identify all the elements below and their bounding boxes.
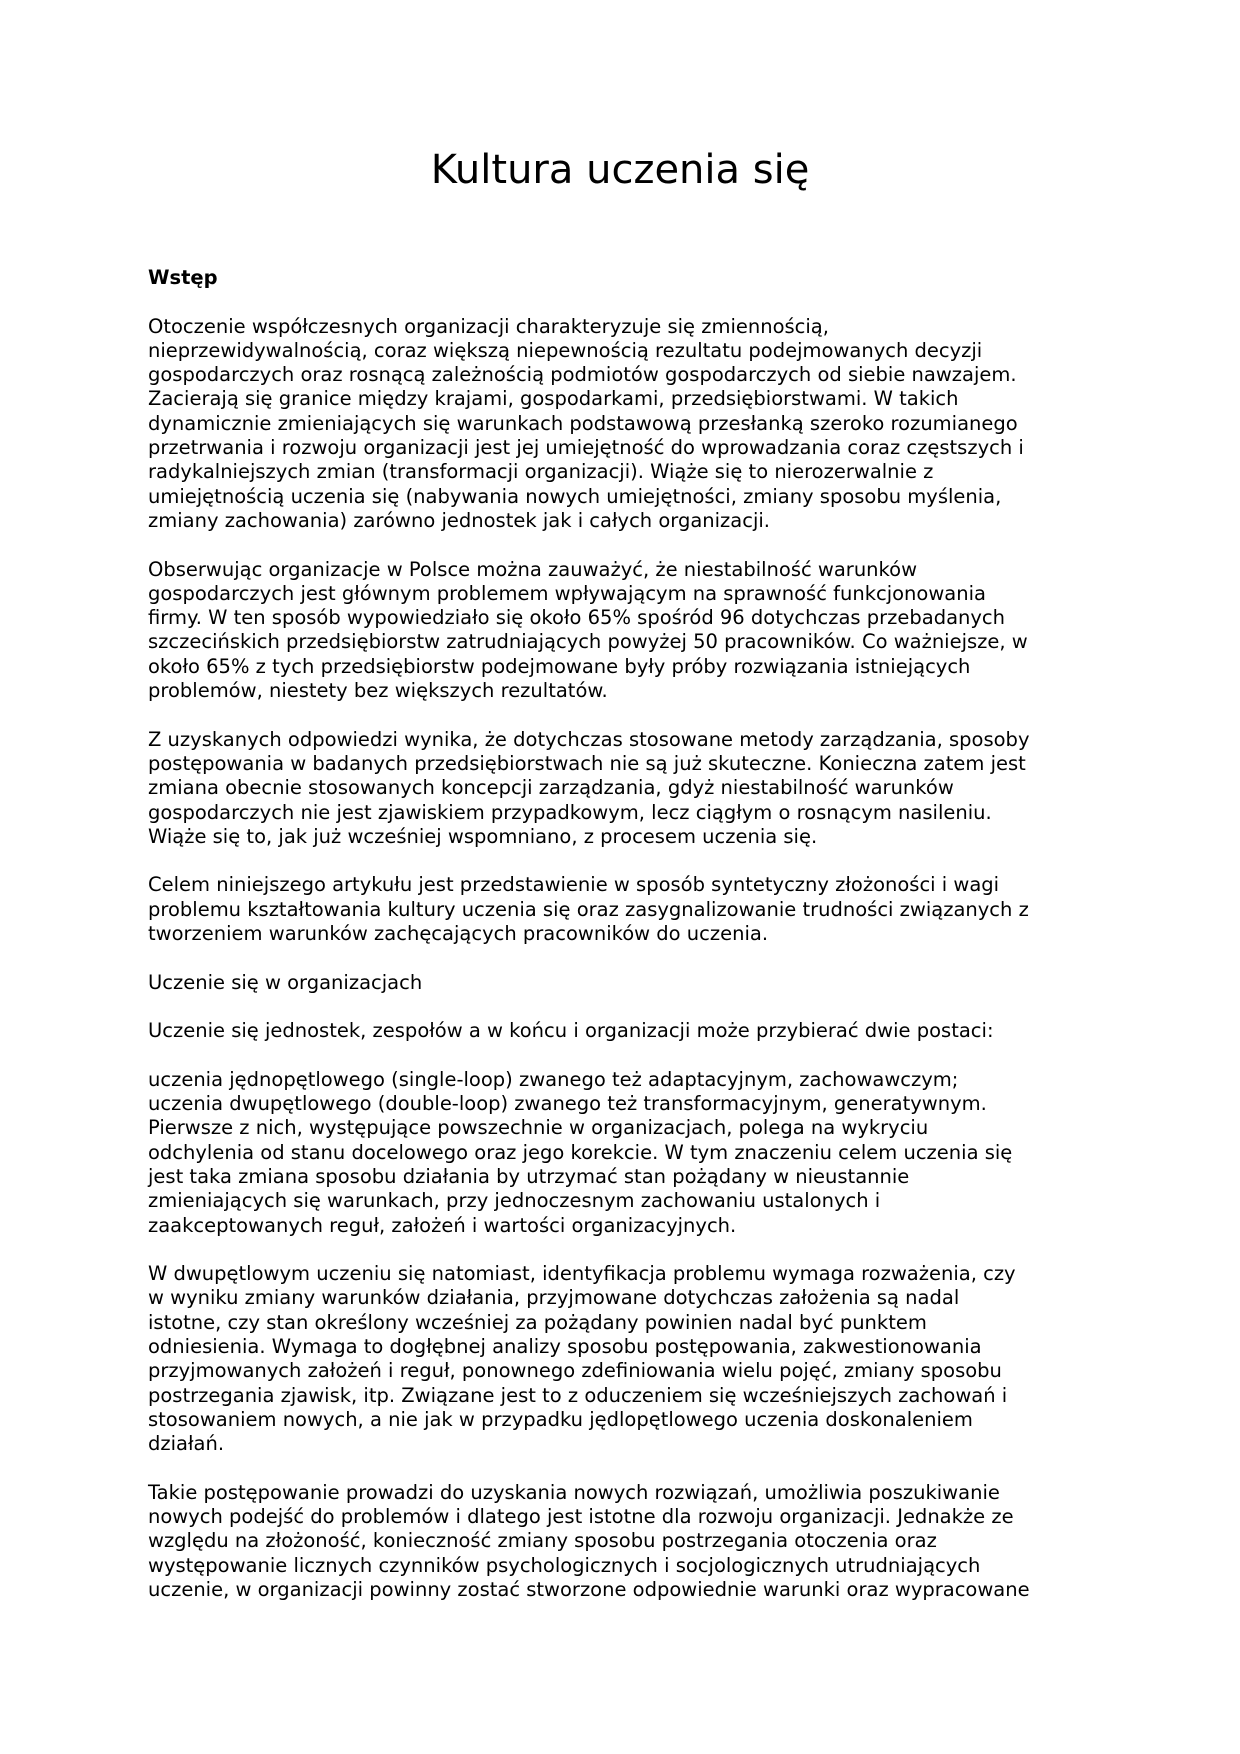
text-line: Celem niniejszego artykułu jest przedstawienie w sposób syntetyczny złożoności i wagi bbox=[148, 873, 1000, 897]
text-line: tworzeniem warunków zachęcających pracowników do uczenia. bbox=[148, 922, 769, 946]
paragraph-6 bbox=[148, 1019, 1098, 1043]
text-line: Wiąże się to, jak już wcześniej wspomniano, z procesem uczenia się. bbox=[148, 824, 818, 848]
text-line: problemu kształtowania kultury uczenia się oraz zasygnalizowanie trudności związanych z bbox=[148, 897, 1029, 921]
text-line: Takie postępowanie prowadzi do uzyskania nowych rozwiązań, umożliwia poszukiwanie bbox=[148, 1480, 1000, 1504]
text-line: w wyniku zmiany warunków działania, przyjmowane dotychczas założenia są nadal bbox=[148, 1286, 960, 1310]
text-line: uczenia dwupętlowego (double-loop) zwanego też transformacyjnym, generatywnym. bbox=[148, 1092, 987, 1116]
text-line: gospodarczych nie jest zjawiskiem przypadkowym, lecz ciągłym o rosnącym nasileniu. bbox=[148, 800, 992, 824]
section-heading-learning bbox=[148, 971, 1098, 995]
text-line: uczenia jędnopętlowego (single-loop) zwanego też adaptacyjnym, zachowawczym; bbox=[148, 1067, 959, 1091]
text-line: szczecińskich przedsiębiorstw zatrudniających powyżej 50 pracowników. Co ważniejsze, w bbox=[148, 630, 1028, 654]
text-line: odchylenia od stanu docelowego oraz jego korekcie. W tym znaczeniu celem uczenia się bbox=[148, 1140, 1013, 1164]
text-line: Otoczenie współczesnych organizacji charakteryzuje się zmiennością, bbox=[148, 314, 829, 338]
text-line: nowych podejść do problemów i dlatego jest istotne dla rozwoju organizacji. Jednakże ze bbox=[148, 1505, 1014, 1529]
document-body bbox=[148, 266, 1098, 1627]
text-line: zmiana obecnie stosowanych koncepcji zarządzania, gdyż niestabilność warunków bbox=[148, 776, 954, 800]
text-line: dynamicznie zmieniających się warunkach podstawową przesłanką szeroko rozumianego bbox=[148, 411, 1018, 435]
text-line: zaakceptowanych reguł, założeń i wartości organizacyjnych. bbox=[148, 1213, 737, 1237]
text-line: istotne, czy stan określony wcześniej za pożądany powinien nadal być punktem bbox=[148, 1310, 927, 1334]
document-title: Kultura uczenia się bbox=[430, 147, 810, 193]
text-line: względu na złożoność, konieczność zmiany sposobu postrzegania otoczenia oraz bbox=[148, 1529, 937, 1553]
text-line: firmy. W ten sposób wypowiedziało się około 65% spośród 96 dotychczas przebadanych bbox=[148, 606, 1006, 630]
text-line: przyjmowanych założeń i reguł, ponownego zdefiniowania wielu pojęć, zmiany sposobu bbox=[148, 1359, 1002, 1383]
text-line: odniesienia. Wymaga to dogłębnej analizy sposobu postępowania, zakwestionowania bbox=[148, 1335, 982, 1359]
text-line: przetrwania i rozwoju organizacji jest jej umiejętność do wprowadzania coraz częstszych i bbox=[148, 436, 1024, 460]
text-line: uczenie, w organizacji powinny zostać stworzone odpowiednie warunki oraz wypracowane bbox=[148, 1578, 1030, 1602]
paragraph-9 bbox=[148, 1481, 1098, 1602]
text-line: jest taka zmiana sposobu działania by utrzymać stan pożądany w nieustannie bbox=[148, 1164, 910, 1188]
text-line: Zacierają się granice między krajami, gospodarkami, przedsiębiorstwami. W takich bbox=[148, 387, 959, 411]
text-line: Z uzyskanych odpowiedzi wynika, że dotychczas stosowane metody zarządzania, sposoby bbox=[148, 727, 1030, 751]
text-line: Wstęp bbox=[148, 266, 218, 289]
text-line: stosowaniem nowych, a nie jak w przypadku jędlopętlowego uczenia doskonaleniem bbox=[148, 1407, 973, 1431]
text-line: nieprzewidywalnością, coraz większą niepewnością rezultatu podejmowanych decyzji bbox=[148, 338, 983, 362]
section-heading-intro bbox=[148, 266, 1098, 290]
paragraph-4 bbox=[148, 873, 1098, 946]
text-line: gospodarczych oraz rosnącą zależnością podmiotów gospodarczych od siebie nawzajem. bbox=[148, 363, 1017, 387]
paragraph-8 bbox=[148, 1262, 1098, 1456]
text-line: radykalniejszych zmian (transformacji organizacji). Wiąże się to nierozerwalnie z bbox=[148, 460, 934, 484]
paragraph-3 bbox=[148, 728, 1098, 849]
text-line: Pierwsze z nich, występujące powszechnie w organizacjach, polega na wykryciu bbox=[148, 1116, 929, 1140]
text-line: W dwupętlowym uczeniu się natomiast, identyfikacja problemu wymaga rozważenia, czy bbox=[148, 1262, 1016, 1286]
text-line: Uczenie się jednostek, zespołów a w końcu i organizacji może przybierać dwie postaci: bbox=[148, 1019, 994, 1043]
paragraph-7 bbox=[148, 1068, 1098, 1238]
text-line: około 65% z tych przedsiębiorstw podejmowane były próby rozwiązania istniejących bbox=[148, 654, 971, 678]
text-line: zmiany zachowania) zarówno jednostek jak i całych organizacji. bbox=[148, 508, 770, 532]
text-line: gospodarczych jest głównym problemem wpływającym na sprawność funkcjonowania bbox=[148, 581, 986, 605]
text-line: Uczenie się w organizacjach bbox=[148, 970, 423, 994]
paragraph-2 bbox=[148, 558, 1098, 704]
text-line: zmieniających się warunkach, przy jednoczesnym zachowaniu ustalonych i bbox=[148, 1189, 881, 1213]
text-line: Obserwując organizacje w Polsce można zauważyć, że niestabilność warunków bbox=[148, 557, 918, 581]
text-line: występowanie licznych czynników psychologicznych i socjologicznych utrudniających bbox=[148, 1553, 981, 1577]
paragraph-1 bbox=[148, 315, 1098, 534]
text-line: działań. bbox=[148, 1432, 225, 1456]
text-line: postrzegania zjawisk, itp. Związane jest to z oduczeniem się wcześniejszych zachowań i bbox=[148, 1383, 1008, 1407]
text-line: postępowania w badanych przedsiębiorstwach nie są już skuteczne. Konieczna zatem jest bbox=[148, 751, 1026, 775]
text-line: umiejętnością uczenia się (nabywania nowych umiejętności, zmiany sposobu myślenia, bbox=[148, 484, 1002, 508]
text-line: problemów, niestety bez większych rezultatów. bbox=[148, 679, 608, 703]
